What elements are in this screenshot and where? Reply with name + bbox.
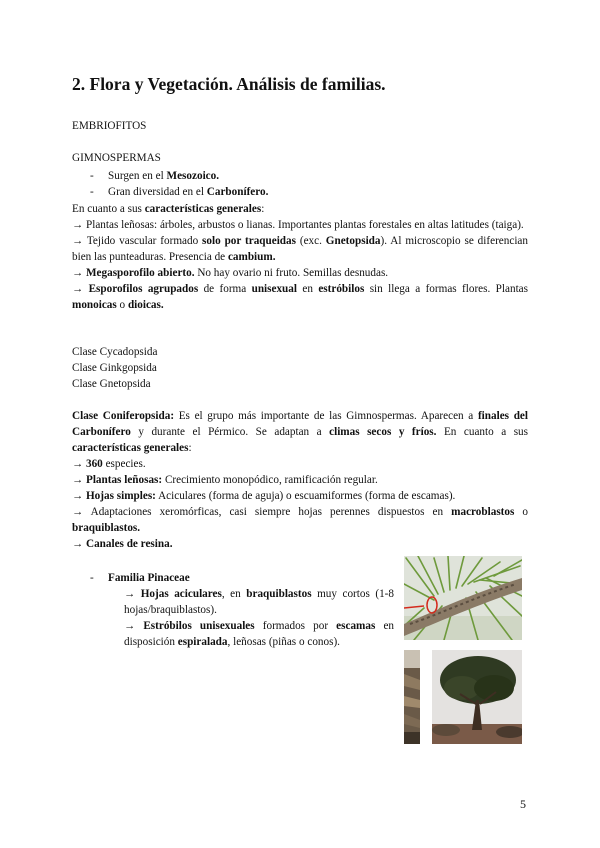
pinaceae-list [88, 570, 394, 650]
coniferopsida-line-5: → Canales de resina. [72, 538, 173, 550]
coniferopsida-section [72, 408, 528, 552]
list-item [88, 570, 394, 650]
class-list [72, 344, 528, 392]
class-item: Clase Ginkgopsida [72, 362, 157, 374]
general-line-2: → Tejido vascular formado solo por traqueidas (exc. Gnetopsida). Al microscopio se diferencian bien las punteaduras. Presencia de cambium. [72, 235, 528, 263]
intro-list [88, 168, 268, 200]
coniferopsida-line-1: → 360 especies. [72, 458, 146, 470]
section-embriofitos: EMBRIOFITOS [72, 120, 147, 132]
general-lead: En cuanto a sus características generales: [72, 203, 265, 215]
general-line-3: → Megasporofilo abierto. No hay ovario ni fruto. Semillas desnudas. [72, 267, 389, 279]
coniferopsida-line-4: → Adaptaciones xeromórficas, casi siempre hojas perennes dispuestos en macroblastos o braquiblastos. [72, 506, 528, 534]
list-item: - Surgen en el Mesozoico. [88, 168, 268, 184]
pine-branch-photo [404, 556, 522, 640]
general-line-4: → Esporofilos agrupados de forma unisexual en estróbilos sin llega a formas flores. Plantas monoicas o dioicas. [72, 283, 528, 311]
pinaceae-heading: Familia Pinaceae [108, 572, 190, 584]
class-item: Clase Cycadopsida [72, 346, 158, 358]
general-characteristics [72, 201, 528, 313]
pinaceae-line-2: → Estróbilos unisexuales formados por escamas en disposición espiralada, leñosas (piñas o conos). [124, 620, 395, 648]
coniferopsida-line-3: → Hojas simples: Aciculares (forma de aguja) o escuamiformes (forma de escamas). [72, 490, 456, 502]
list-item: - Gran diversidad en el Carbonífero. [88, 184, 268, 200]
pine-tree-photo [432, 650, 522, 744]
section-gimnospermas: GIMNOSPERMAS [72, 152, 161, 164]
general-line-1: → Plantas leñosas: árboles, arbustos o lianas. Importantes plantas forestales en altas latitudes (taiga). [72, 219, 524, 231]
page-number: 5 [520, 797, 526, 811]
pinaceae-line-1: → Hojas aciculares, en braquiblastos muy cortos (1-8 hojas/braquiblastos). [124, 588, 395, 616]
class-item: Clase Gnetopsida [72, 378, 151, 390]
coniferopsida-intro: Clase Coniferopsida: Es el grupo más importante de las Gimnospermas. Aparecen a finales del Carbonífero y durante el Pérmico. Se adaptan a climas secos y fríos. En cuanto a sus características generales: [72, 410, 529, 454]
page-title: 2. Flora y Vegetación. Análisis de familias. [72, 74, 386, 94]
coniferopsida-line-2: → Plantas leñosas: Crecimiento monopódico, ramificación regular. [72, 474, 378, 486]
pine-cone-photo [404, 650, 420, 744]
